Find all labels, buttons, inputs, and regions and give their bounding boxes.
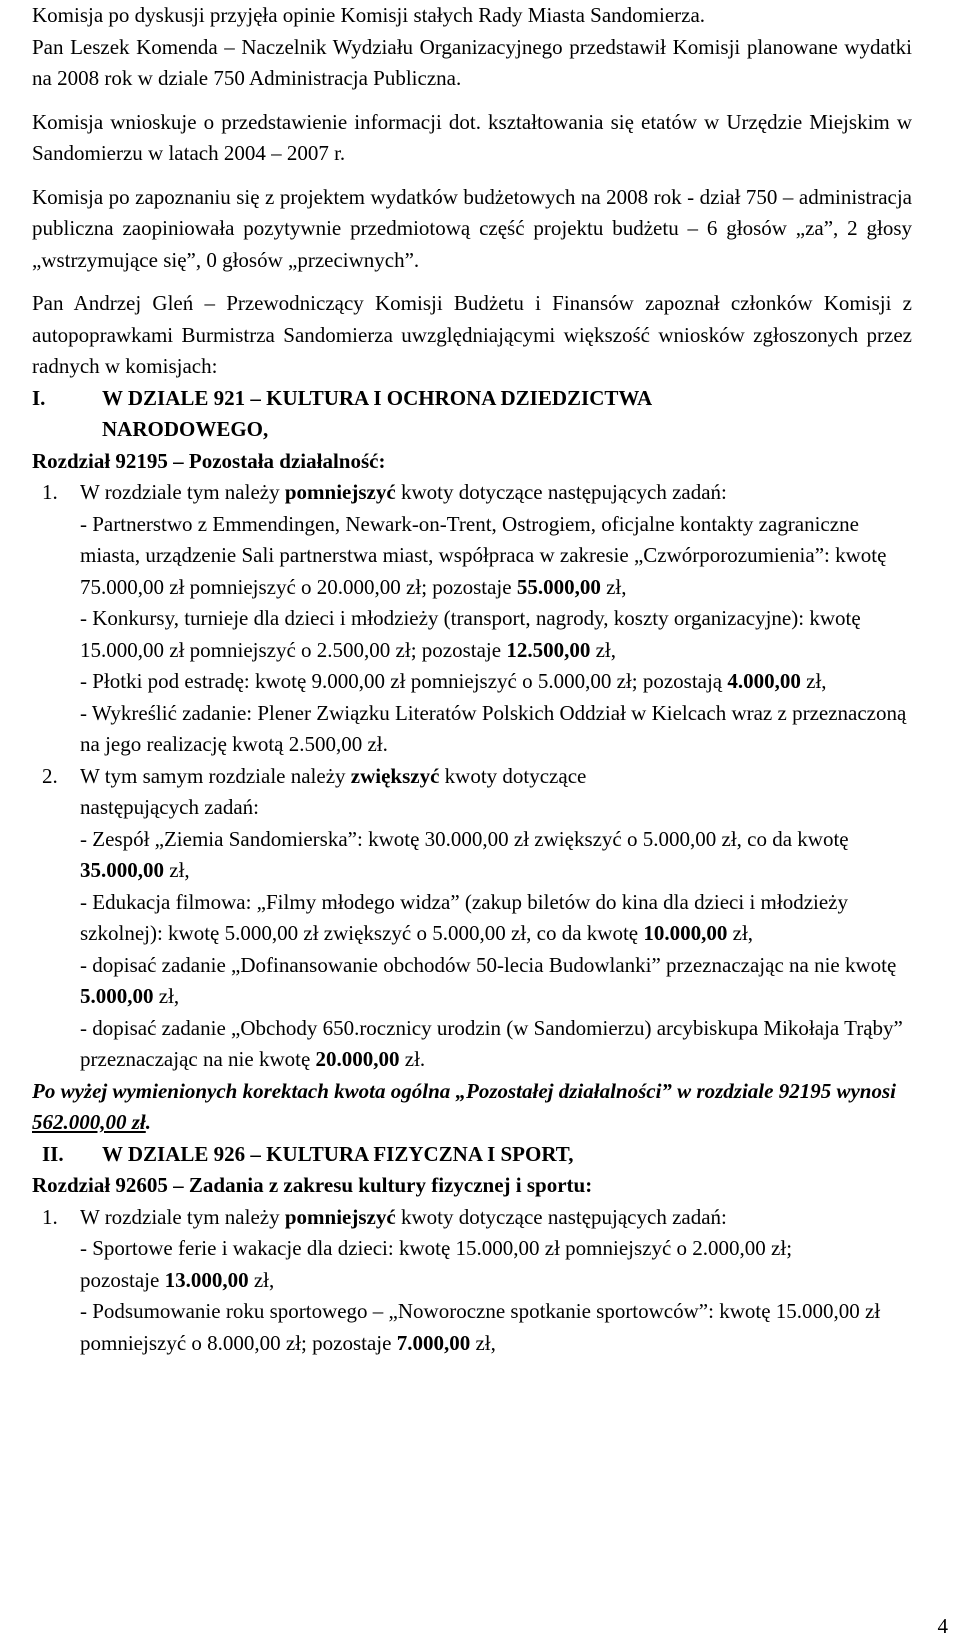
chapter-heading-92195: Rozdział 92195 – Pozostała działalność:	[32, 448, 386, 473]
section-number: I.	[32, 385, 46, 410]
paragraph-glen-amendments: Pan Andrzej Gleń – Przewodniczący Komisji Budżetu i Finansów zapoznał członków Komisji z autopoprawkami Burmistrza Sandomierza uwzględniającymi większość wniosków zgłoszonych przez radnych w komisjach:	[32, 291, 912, 378]
section-title: W DZIALE 926 – KULTURA FIZYCZNA I SPORT,	[102, 1141, 574, 1166]
task-ferie: - Sportowe ferie i wakacje dla dzieci: kwotę 15.000,00 zł pomniejszyć o 2.000,00 zł; pozostaje 13.000,00 zł,	[80, 1236, 793, 1292]
task-zespol: - Zespół „Ziemia Sandomierska”: kwotę 30.000,00 zł zwiększyć o 5.000,00 zł, co da kwotę 35.000,00 zł,	[80, 826, 849, 882]
summary-92195: Po wyżej wymienionych korektach kwota ogólna „Pozostałej działalności” w rozdziale 92195 wynosi 562.000,00 zł.	[32, 1078, 896, 1134]
paragraph-komenda-presentation: Pan Leszek Komenda – Naczelnik Wydziału Organizacyjnego przedstawił Komisji planowane wydatki na 2008 rok w dziale 750 Administracja Publiczna.	[32, 34, 912, 90]
list-item-decrease-926: 1. W rozdziale tym należy pomniejszyć kwoty dotyczące następujących zadań:	[42, 1204, 727, 1229]
section-number: II.	[42, 1141, 64, 1166]
task-partnerstwo: - Partnerstwo z Emmendingen, Newark-on-Trent, Ostrogiem, oficjalne kontakty zagraniczne miasta, urządzenie Sali partnerstwa miast, współpraca w zakresie „Czwórporozumienia”: kwotę 75.000,00 zł pomniejszyć o 20.000,00 zł; pozostaje 55.000,00 zł,	[80, 511, 887, 599]
task-podsumowanie: - Podsumowanie roku sportowego – „Noworoczne spotkanie sportowców”: kwotę 15.000,00 zł pomniejszyć o 8.000,00 zł; pozostaje 7.000,00 zł,	[80, 1299, 881, 1355]
task-konkursy: - Konkursy, turnieje dla dzieci i młodzieży (transport, nagrody, koszty organizacyjne): kwotę 15.000,00 zł pomniejszyć o 2.500,00 zł; pozostaje 12.500,00 zł,	[80, 606, 861, 662]
task-budowlanki: - dopisać zadanie „Dofinansowanie obchodów 50-lecia Budowlanki” przeznaczając na nie kwotę 5.000,00 zł,	[80, 952, 897, 1008]
section-title: W DZIALE 921 – KULTURA I OCHRONA DZIEDZICTWA NARODOWEGO,	[102, 385, 653, 441]
task-obchody-650: - dopisać zadanie „Obchody 650.rocznicy urodzin (w Sandomierzu) arcybiskupa Mikołaja Trąby” przeznaczając na nie kwotę 20.000,00 zł.	[80, 1015, 903, 1071]
task-plener: - Wykreślić zadanie: Plener Związku Literatów Polskich Oddział w Kielcach wraz z przeznaczoną na jego realizację kwotą 2.500,00 zł.	[80, 700, 907, 756]
chapter-heading-92605: Rozdział 92605 – Zadania z zakresu kultury fizycznej i sportu:	[32, 1173, 593, 1197]
task-edukacja-filmowa: - Edukacja filmowa: „Filmy młodego widza” (zakup biletów do kina dla dzieci i młodzieży szkolnej): kwotę 5.000,00 zł zwiększyć o 5.000,00 zł, co da kwotę 10.000,00 zł,	[80, 889, 849, 945]
document-page	[32, 0, 912, 1359]
section-heading-926	[42, 1139, 912, 1171]
list-item-increase-921: 2. W tym samym rozdziale należy zwiększyć kwoty dotyczące następujących zadań:	[42, 763, 587, 819]
paragraph-commission-opinions: Komisja po dyskusji przyjęła opinie Komisji stałych Rady Miasta Sandomierza.	[32, 3, 706, 27]
page-number: 4	[937, 1613, 948, 1638]
paragraph-commission-request: Komisja wnioskuje o przedstawienie informacji dot. kształtowania się etatów w Urzędzie Miejskim w Sandomierzu w latach 2004 – 2007 r.	[32, 109, 912, 165]
task-plotki: - Płotki pod estradę: kwotę 9.000,00 zł pomniejszyć o 5.000,00 zł; pozostają 4.000,00 zł,	[80, 669, 827, 693]
paragraph-budget-opinion: Komisja po zapoznaniu się z projektem wydatków budżetowych na 2008 rok - dział 750 – administracja publiczna zaopiniowała pozytywnie przedmiotową część projektu budżetu – 6 głosów „za”, 2 głosy „wstrzymujące się”, 0 głosów „przeciwnych”.	[32, 184, 912, 272]
list-item-decrease-921: 1. W rozdziale tym należy pomniejszyć kwoty dotyczące następujących zadań:	[42, 480, 727, 504]
section-heading-921	[32, 383, 912, 446]
